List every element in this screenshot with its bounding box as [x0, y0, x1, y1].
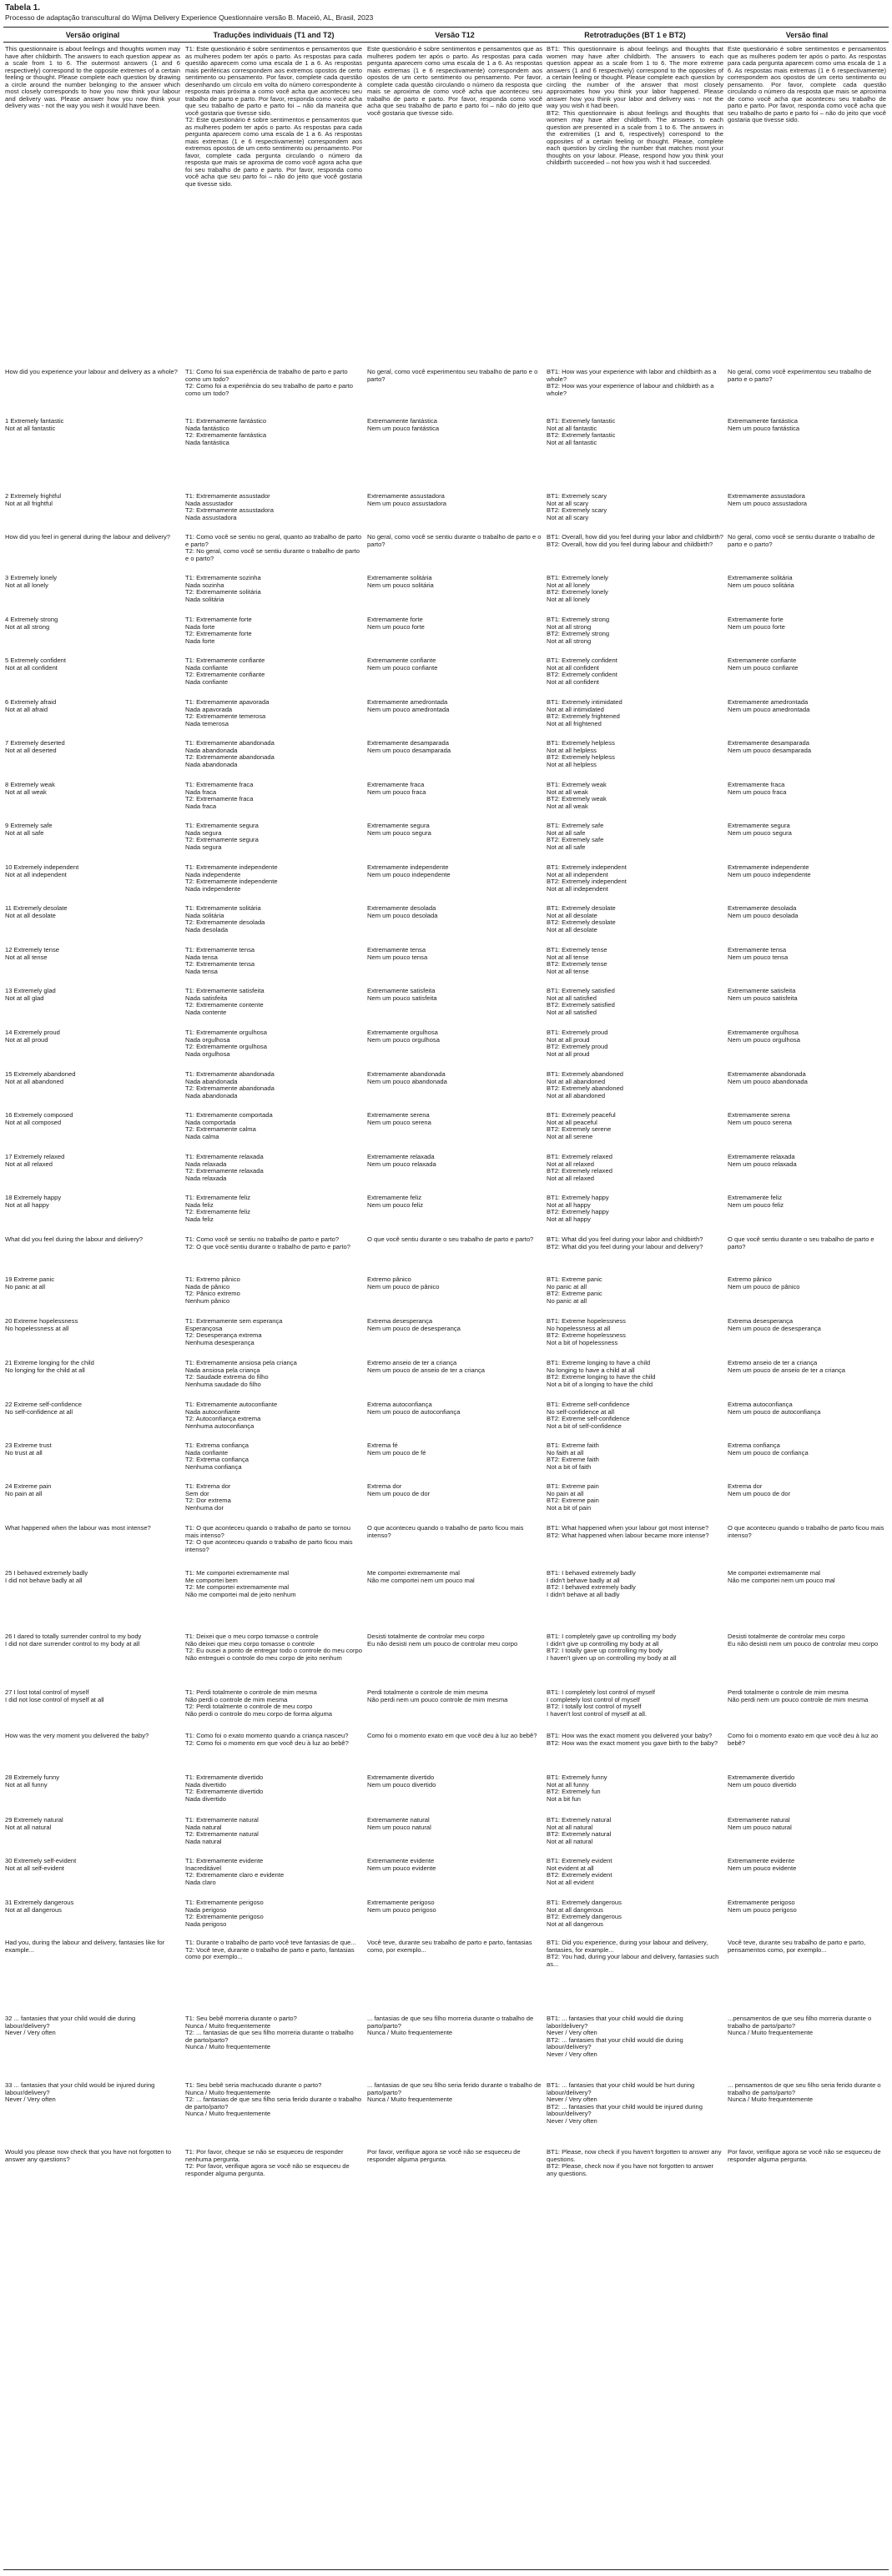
cell-final: Extremamente abandonada Nem um pouco abandonada — [728, 1070, 808, 1085]
cell-t12: Extremamente natural Nem um pouco natural — [367, 1816, 431, 1831]
cell-final: Extremamente serena Nem um pouco serena — [728, 1111, 792, 1126]
cell-final: No geral, como você se sentiu durante o trabalho de parto e o parto? — [728, 533, 877, 548]
cell-original: 6 Extremely afraid Not at all afraid — [5, 698, 57, 713]
cell-back-translations: BT1: Extremely lonely Not at all lonely BT2: Extremely lonely Not at all lonely — [547, 574, 608, 603]
cell-translations: T1: Me comportei extremamente mal Me comportei bem T2: Me comportei extremamente mal Não me comportei mal de jeito nenhum — [185, 1569, 296, 1598]
column-header-back-translations: Retrotraduções (BT 1 e BT2) — [584, 31, 686, 39]
cell-translations: T1: Extremamente comportada Nada comportada T2: Extremamente calma Nada calma — [185, 1111, 273, 1140]
cell-translations: T1: Extremamente ansiosa pela criança Nada ansiosa pela criança T2: Saudade extrema do filho Nenhuma saudade do filho — [185, 1359, 297, 1388]
cell-back-translations: BT1: Extremely tense Not at all tense BT2: Extremely tense Not at all tense — [547, 946, 607, 975]
cell-original: How did you feel in general during the labour and delivery? — [5, 533, 170, 541]
cell-back-translations: BT1: ... fantasies that your child would die during labor/delivery? Never / Very often BT2: ... fantasies that your child would die during labour/delivery? Never / Very often — [547, 2015, 683, 2058]
cell-back-translations: BT1: How was your experience with labor and childbirth as a whole? BT2: How was your experience of labour and childbirth as a whole? — [547, 368, 717, 397]
cell-original: 14 Extremely proud Not at all proud — [5, 1029, 60, 1044]
cell-original: 16 Extremely composed Not at all composed — [5, 1111, 73, 1126]
cell-original: 13 Extremely glad Not at all glad — [5, 987, 56, 1002]
cell-back-translations: BT1: Extremely scary Not at all scary BT2: Extremely scary Not at all scary — [547, 492, 607, 521]
cell-t12: Este questionário é sobre sentimentos e pensamentos que as mulheres podem ter após o parto. As respostas para cada pergunta aparecem como uma escala de 1 a 6. As respostas mais extremas (1 e 6 respectivamente) correspondem aos opostos de um certo sentimento ou pensamento. Por favor, complete cada questão circulando o número da resposta que mais se aproxima de como você acha que aconteceu seu trabalho de parto e parto. Por favor, responda como você acha que seu trabalho de parto e parto foi – não do jeito que você gostaria que tivesse sido. — [367, 45, 545, 117]
cell-original: Had you, during the labour and delivery, fantasies like for example... — [5, 1939, 167, 1954]
cell-original: This questionnaire is about feelings and thoughts women may have after childbirth. The answers to each question appear as a scale from 1 to 6. The outermost answers (1 and 6 respectively) correspond to the opposite extremes of a certain feeling or thought. Please complete each question by drawing a circle around the number belonging to the answer which most closely corresponds to how you now think your labour and delivery was. Please answer how you now think your delivery was - not the way you wish it would have been. — [5, 45, 183, 109]
cell-translations: T1: Extremamente divertido Nada divertido T2: Extremamente divertido Nada divertido — [185, 1774, 264, 1803]
cell-final: Extremamente confiante Nem um pouco confiante — [728, 657, 799, 672]
cell-t12: No geral, como você experimentou seu trabalho de parto e o parto? — [367, 368, 540, 383]
cell-back-translations: BT1: What happened when your labour got most intense? BT2: What happened when labour became more intense? — [547, 1524, 709, 1539]
cell-t12: Extremamente feliz Nem um pouco feliz — [367, 1194, 424, 1209]
cell-back-translations: BT1: I completely lost control of myself I completely lost control of myself BT2: I totally lost control of myself I haven't lost control of myself at all. — [547, 1688, 655, 1718]
cell-original: 15 Extremely abandoned Not at all abandoned — [5, 1070, 76, 1085]
cell-t12: Você teve, durante seu trabalho de parto e parto, fantasias como, por exemplo... — [367, 1939, 534, 1954]
cell-original: 29 Extremely natural Not at all natural — [5, 1816, 63, 1831]
cell-final: Extremamente desolada Nem um pouco desolada — [728, 904, 799, 919]
cell-t12: Extremo pânico Nem um pouco de pânico — [367, 1275, 440, 1291]
cell-back-translations: BT1: Extremely weak Not at all weak BT2: Extremely weak Not at all weak — [547, 781, 607, 810]
cell-back-translations: BT1: Did you experience, during your labour and delivery, fantasies, for example... BT2: You had, during your labour and delivery, fantasies such as... — [547, 1939, 719, 1968]
cell-translations: T1: Extremamente feliz Nada feliz T2: Extremamente feliz Nada feliz — [185, 1194, 251, 1223]
cell-final: Extremamente natural Nem um pouco natural — [728, 1816, 792, 1831]
cell-translations: T1: Extremamente fraca Nada fraca T2: Extremamente fraca Nada fraca — [185, 781, 254, 810]
cell-original: 22 Extreme self-confidence No self-confidence at all — [5, 1401, 83, 1416]
cell-back-translations: BT1: Extremely abandoned Not at all abandoned BT2: Extremely abandoned Not at all abandoned — [547, 1070, 624, 1099]
cell-original: 17 Extremely relaxed Not at all relaxed — [5, 1153, 65, 1168]
cell-back-translations: BT1: Extreme faith No faith at all BT2: Extreme faith Not a bit of faith — [547, 1441, 599, 1471]
cell-original: Would you please now check that you have not forgotten to answer any questions? — [5, 2148, 174, 2163]
cell-final: O que você sentiu durante o seu trabalho de parto e parto? — [728, 1235, 876, 1250]
cell-t12: Extremamente desamparada Nem um pouco desamparada — [367, 739, 451, 754]
cell-original: 26 I dared to totally surrender control to my body I did not dare surrender control to my body at all — [5, 1633, 142, 1648]
cell-original: 5 Extremely confident Not at all confident — [5, 657, 67, 672]
cell-back-translations: BT1: Extreme pain No pain at all BT2: Extreme pain Not a bit of pain — [547, 1482, 599, 1512]
cell-original: 18 Extremely happy Not at all happy — [5, 1194, 62, 1209]
cell-original: 2 Extremely frightful Not at all frightful — [5, 492, 62, 507]
cell-t12: ... fantasias de que seu filho morreria durante o trabalho de parto/parto? Nunca / Muito frequentemente — [367, 2015, 534, 2036]
cell-back-translations: BT1: I completely gave up controlling my body I didn't give up controlling my body at all BT2: I totally gave up controlling my body I haven't given up on controlling my body at all — [547, 1633, 677, 1662]
cell-translations: T1: Como você se sentiu no trabalho de parto e parto? T2: O que você sentiu durante o trabalho de parto e parto? — [185, 1235, 350, 1250]
cell-original: 32 ... fantasies that your child would die during labour/delivery? Never / Very often — [5, 2015, 136, 2036]
cell-final: Extremamente feliz Nem um pouco feliz — [728, 1194, 784, 1209]
cell-final: Extremamente relaxada Nem um pouco relaxada — [728, 1153, 797, 1168]
cell-translations: T1: Como foi o exato momento quando a criança nasceu? T2: Como foi o momento em que você deu à luz ao bebê? — [185, 1732, 349, 1747]
cell-t12: Por favor, verifique agora se você não se esqueceu de responder alguma pergunta. — [367, 2148, 522, 2163]
cell-original: 23 Extreme trust No trust at all — [5, 1441, 52, 1457]
cell-translations: T1: Extremamente forte Nada forte T2: Extremamente forte Nada forte — [185, 616, 252, 645]
cell-translations: T1: Extremamente independente Nada independente T2: Extremamente independente Nada independente — [185, 863, 278, 893]
cell-back-translations: BT1: ... fantasies that your child would be hurt during labour/delivery? Never / Very often BT2: ... fantasies that your child would be injured during labour/delivery? Never / Very often — [547, 2081, 703, 2125]
cell-final: Extremamente desamparada Nem um pouco desamparada — [728, 739, 812, 754]
cell-original: How did you experience your labour and delivery as a whole? — [5, 368, 178, 375]
cell-original: 33 ... fantasies that your child would be injured during labour/delivery? Never / Very often — [5, 2081, 155, 2103]
cell-final: Extremamente forte Nem um pouco forte — [728, 616, 785, 631]
cell-t12: Extrema fé Nem um pouco de fé — [367, 1441, 426, 1457]
cell-t12: Extrema autoconfiança Nem um pouco de autoconfiança — [367, 1401, 461, 1416]
cell-final: Extremamente satisfeita Nem um pouco satisfeita — [728, 987, 798, 1002]
cell-t12: Extremamente assustadora Nem um pouco assustadora — [367, 492, 446, 507]
cell-translations: T1: Como você se sentiu no geral, quanto ao trabalho de parto e parto? T2: No geral, como você se sentiu durante o trabalho de parto e o parto? — [185, 533, 362, 562]
cell-t12: Extremamente forte Nem um pouco forte — [367, 616, 425, 631]
cell-t12: Extremamente independente Nem um pouco independente — [367, 863, 451, 878]
cell-translations: T1: Extremamente abandonada Nada abandonada T2: Extremamente abandonada Nada abandonada — [185, 1070, 275, 1099]
cell-back-translations: BT1: Extremely natural Not at all natural BT2: Extremely natural Not at all natural — [547, 1816, 612, 1845]
cell-translations: T1: Por favor, cheque se não se esqueceu de responder nenhuma pergunta. T2: Por favor, verifique agora se você não se esqueceu de responder alguma pergunta. — [185, 2148, 350, 2177]
cell-back-translations: BT1: How was the exact moment you delivered your baby? BT2: How was the exact moment you gave birth to the baby? — [547, 1732, 718, 1747]
cell-original: 27 I lost total control of myself I did not lose control of myself at all — [5, 1688, 104, 1703]
cell-original: 20 Extreme hopelessness No hopelessness at all — [5, 1317, 78, 1332]
cell-t12: Extremamente perigoso Nem um pouco perigoso — [367, 1899, 436, 1914]
cell-final: Extremamente amedrontada Nem um pouco amedrontada — [728, 698, 810, 713]
top-rule — [3, 27, 889, 28]
cell-back-translations: BT1: Extremely safe Not at all safe BT2: Extremely safe Not at all safe — [547, 822, 604, 851]
cell-original: 4 Extremely strong Not at all strong — [5, 616, 58, 631]
cell-original: 12 Extremely tense Not at all tense — [5, 946, 59, 961]
cell-final: No geral, como você experimentou seu trabalho de parto e o parto? — [728, 368, 874, 383]
cell-t12: Extremamente satisfeita Nem um pouco satisfeita — [367, 987, 437, 1002]
cell-t12: O que aconteceu quando o trabalho de parto ficou mais intenso? — [367, 1524, 526, 1539]
cell-final: Me comportei extremamente mal Não me comportei nem um pouco mal — [728, 1569, 835, 1584]
cell-t12: Extremamente tensa Nem um pouco tensa — [367, 946, 428, 961]
cell-t12: Extremamente abandonada Nem um pouco abandonada — [367, 1070, 447, 1085]
cell-final: O que aconteceu quando o trabalho de parto ficou mais intenso? — [728, 1524, 886, 1539]
column-header-final: Versão final — [785, 31, 829, 39]
cell-translations: T1: Extremamente sozinha Nada sozinha T2: Extremamente solitária Nada solitária — [185, 574, 261, 603]
cell-back-translations: BT1: Extremely intimidated Not at all intimidated BT2: Extremely frightened Not at all frightened — [547, 698, 622, 727]
cell-translations: T1: O que aconteceu quando o trabalho de parto se tornou mais intenso? T2: O que aconteceu quando o trabalho de parto ficou mais intenso? — [185, 1524, 353, 1553]
cell-translations: T1: Deixei que o meu corpo tomasse o controle Não deixei que meu corpo tomasse o controle T2: Eu ousei a ponto de entregar todo o controle do meu corpo Não entreguei o controle do meu corpo de jeito nenhum — [185, 1633, 362, 1662]
cell-translations: T1: Como foi sua experiência de trabalho de parto e parto como um todo? T2: Como foi a experiência do seu trabalho de parto e parto como um todo? — [185, 368, 353, 397]
cell-translations: T1: Extremamente perigoso Nada perigoso T2: Extremamente perigoso Nada perigoso — [185, 1899, 264, 1928]
cell-back-translations: BT1: I behaved extremely badly I didn't behave badly at all BT2: I behaved extremely badly I didn't behave at all badly — [547, 1569, 636, 1598]
cell-translations: T1: Extremamente segura Nada segura T2: Extremamente segura Nada segura — [185, 822, 259, 851]
cell-translations: T1: Extremamente abandonada Nada abandonada T2: Extremamente abandonada Nada abandonada — [185, 739, 275, 768]
header-rule — [3, 42, 889, 43]
bottom-rule — [3, 2569, 889, 2570]
cell-final: Desisti totalmente de controlar meu corpo Eu não desisti nem um pouco de controlar meu corpo — [728, 1633, 879, 1648]
cell-back-translations: BT1: Extremely relaxed Not at all relaxed BT2: Extremely relaxed Not at all relaxed — [547, 1153, 612, 1182]
cell-back-translations: BT1: Extremely proud Not at all proud BT2: Extremely proud Not at all proud — [547, 1029, 608, 1058]
cell-original: 30 Extremely self-evident Not at all self-evident — [5, 1857, 77, 1872]
cell-final: Extremamente fantástica Nem um pouco fantástica — [728, 417, 800, 432]
cell-final: Extremo pânico Nem um pouco de pânico — [728, 1275, 800, 1291]
column-header-translations: Traduções individuais (T1 and T2) — [213, 31, 335, 39]
cell-t12: Extremamente relaxada Nem um pouco relaxada — [367, 1153, 436, 1168]
cell-translations: T1: Extrema dor Sem dor T2: Dor extrema Nenhuma dor — [185, 1482, 231, 1512]
cell-translations: T1: Extremamente natural Nada natural T2: Extremamente natural Nada natural — [185, 1816, 259, 1845]
cell-back-translations: BT1: Extremely strong Not at all strong BT2: Extremely strong Not at all strong — [547, 616, 610, 645]
cell-t12: Extremamente fantástica Nem um pouco fantástica — [367, 417, 440, 432]
cell-final: ... pensamentos de que seu filho seria ferido durante o trabalho de parto/parto? Nunca / Muito frequentemente — [728, 2081, 881, 2103]
cell-translations: T1: Extremamente confiante Nada confiante T2: Extremamente confiante Nada confiante — [185, 657, 265, 686]
cell-back-translations: BT1: Extremely satisfied Not at all satisfied BT2: Extremely satisfied Not at all satisfied — [547, 987, 615, 1016]
cell-t12: Extremamente fraca Nem um pouco fraca — [367, 781, 426, 796]
cell-translations: T1: Extremo pânico Nada de pânico T2: Pânico extremo Nenhum pânico — [185, 1275, 240, 1305]
cell-back-translations: BT1: Extremely peaceful Not at all peaceful BT2: Extremely serene Not at all serene — [547, 1111, 616, 1140]
cell-translations: T1: Extrema confiança Nada confiante T2: Extrema confiança Nenhuma confiança — [185, 1441, 249, 1471]
cell-final: Extremamente assustadora Nem um pouco assustadora — [728, 492, 807, 507]
cell-t12: Desisti totalmente de controlar meu corpo Eu não desisti nem um pouco de controlar meu corpo — [367, 1633, 518, 1648]
cell-original: What did you feel during the labour and delivery? — [5, 1235, 144, 1243]
column-header-original: Versão original — [65, 31, 120, 39]
cell-back-translations: BT1: Extremely confident Not at all confident BT2: Extremely confident Not at all confident — [547, 657, 617, 686]
cell-final: Extremamente solitária Nem um pouco solitária — [728, 574, 794, 589]
cell-back-translations: BT1: Extremely helpless Not at all helpless BT2: Extremely helpless Not at all helpless — [547, 739, 615, 768]
cell-final: Como foi o momento exato em que você deu à luz ao bebê? — [728, 1732, 880, 1747]
cell-final: Extrema autoconfiança Nem um pouco de autoconfiança — [728, 1401, 821, 1416]
cell-translations: T1: Extremamente satisfeita Nada satisfeita T2: Extremamente contente Nada contente — [185, 987, 265, 1016]
cell-back-translations: BT1: Extreme panic No panic at all BT2: Extreme panic No panic at all — [547, 1275, 602, 1305]
cell-original: 11 Extremely desolate Not at all desolate — [5, 904, 68, 919]
cell-t12: Perdi totalmente o controle de mim mesma Não perdi nem um pouco controle de mim mesma — [367, 1688, 508, 1703]
cell-t12: Extrema desesperança Nem um pouco de desesperança — [367, 1317, 461, 1332]
cell-original: 3 Extremely lonely Not at all lonely — [5, 574, 58, 589]
cell-translations: T1: Extremamente solitária Nada solitária T2: Extremamente desolada Nada desolada — [185, 904, 265, 933]
cell-translations: T1: Extremamente autoconfiante Nada autoconfiante T2: Autoconfiança extrema Nenhuma autoconfiança — [185, 1401, 278, 1430]
cell-t12: Extremamente confiante Nem um pouco confiante — [367, 657, 438, 672]
cell-translations: T1: Durante o trabalho de parto você teve fantasias de que... T2: Você teve, durante o trabalho de parto e parto, fantasias como por exemplo... — [185, 1939, 356, 1960]
cell-original: 7 Extremely deserted Not at all deserted — [5, 739, 65, 754]
cell-final: ...pensamentos de que seu filho morreria durante o trabalho de parto/parto? Nunca / Muito frequentemente — [728, 2015, 872, 2036]
cell-final: Extrema confiança Nem um pouco de confiança — [728, 1441, 809, 1457]
cell-final: Perdi totalmente o controle de mim mesma Não perdi nem um pouco controle de mim mesma — [728, 1688, 869, 1703]
cell-original: 1 Extremely fantastic Not at all fantastic — [5, 417, 64, 432]
cell-original: 31 Extremely dangerous Not at all dangerous — [5, 1899, 74, 1914]
cell-back-translations: BT1: Overall, how did you feel during your labor and childbirth? BT2: Overall, how did you feel during labour and childbirth? — [547, 533, 723, 548]
cell-final: Extremamente independente Nem um pouco independente — [728, 863, 811, 878]
cell-original: 10 Extremely independent Not at all independent — [5, 863, 79, 878]
cell-original: What happened when the labour was most intense? — [5, 1524, 151, 1532]
cell-translations: T1: Seu bebê morreria durante o parto? Nunca / Muito frequentemente T2: ... fantasias de que seu filho morreria durante o trabalho de parto/parto? Nunca / Muito frequentemente — [185, 2015, 354, 2050]
cell-original: 24 Extreme pain No pain at all — [5, 1482, 52, 1497]
cell-t12: Me comportei extremamente mal Não me comportei nem um pouco mal — [367, 1569, 475, 1584]
cell-back-translations: BT1: Extremely independent Not at all independent BT2: Extremely independent Not at all independent — [547, 863, 627, 893]
cell-original: How was the very moment you delivered the baby? — [5, 1732, 149, 1739]
cell-final: Este questionário é sobre sentimentos e pensamentos que as mulheres podem ter após o parto. As respostas para cada pergunta aparecem como uma escala de 1 a 6. As respostas mais extremas (1 e 6 respectivamente) correspondem aos opostos de um certo sentimento ou pensamento. Por favor, complete cada questão circulando o número da resposta que mais se aproxima de como você acha que aconteceu seu trabalho de parto e parto. Por favor, responda como você acha que seu trabalho de parto e parto foi – não do jeito que você gostaria que tivesse sido. — [728, 45, 889, 123]
cell-t12: Extremamente solitária Nem um pouco solitária — [367, 574, 434, 589]
cell-translations: T1: Perdi totalmente o controle de mim mesma Não perdi o controle de mim mesma T2: Perdi totalmente o controle de meu corpo Não perdi o controle do meu corpo de forma alguma — [185, 1688, 333, 1718]
cell-final: Extremamente segura Nem um pouco segura — [728, 822, 792, 837]
cell-final: Extremamente orgulhosa Nem um pouco orgulhosa — [728, 1029, 800, 1044]
cell-final: Extremamente perigoso Nem um pouco perigoso — [728, 1899, 797, 1914]
cell-final: Extrema desesperança Nem um pouco de desesperança — [728, 1317, 821, 1332]
cell-t12: Extremamente amedrontada Nem um pouco amedrontada — [367, 698, 450, 713]
cell-t12: ... fantasias de que seu filho seria ferido durante o trabalho de parto/parto? Nunca / Muito frequentemente — [367, 2081, 542, 2103]
cell-t12: Como foi o momento exato em que você deu à luz ao bebê? — [367, 1732, 537, 1739]
cell-final: Extrema dor Nem um pouco de dor — [728, 1482, 791, 1497]
cell-final: Extremo anseio de ter a criança Nem um pouco de anseio de ter a criança — [728, 1359, 845, 1374]
cell-back-translations: BT1: Extremely funny Not at all funny BT2: Extremely fun Not a bit fun — [547, 1774, 607, 1803]
cell-t12: Extremamente serena Nem um pouco serena — [367, 1111, 431, 1126]
cell-back-translations: BT1: Extreme longing to have a child No longing to have a child at all BT2: Extreme longing to have the child Not a bit of a longing to have the child — [547, 1359, 656, 1388]
cell-final: Você teve, durante seu trabalho de parto e parto, pensamentos como, por exemplo... — [728, 1939, 868, 1954]
cell-back-translations: BT1: This questionnaire is about feelings and thoughts that women may have after childbirth. The answers to each question appear as a scale from 1 to 6. The more extreme answers (1 and 6 respectively) correspond to the opposites of a certain feeling or thought. Please complete each question by circling the number of the answer that most closely approximates how you think your labor happened. Please answer how you think your labor and delivery was - not the way you wish it had been. BT2: This questionnaire is about feelings and thoughts that women may have after childbirth. The answers to each question are presented in a scale from 1 to 6. The answers in the extremities (1 and 6, respectively) correspond to the opposites of a certain feeling or thought. Please, complete each question by circling the number that matches most your thoughts on your labour. Please, respond how you think your childbirth succeeded – not how you wish it had succeeded. — [547, 45, 723, 166]
column-header-t12: Versão T12 — [435, 31, 475, 39]
cell-final: Por favor, verifique agora se você não se esqueceu de responder alguma pergunta. — [728, 2148, 883, 2163]
cell-t12: Extremamente divertido Nem um pouco divertido — [367, 1774, 436, 1789]
cell-back-translations: BT1: Extremely fantastic Not at all fantastic BT2: Extremely fantastic Not at all fantastic — [547, 417, 616, 446]
cell-back-translations: BT1: Please, now check if you haven't forgotten to answer any questions. BT2: Please, check now if you have not forgotten to answer any questions. — [547, 2148, 722, 2177]
cell-original: 9 Extremely safe Not at all safe — [5, 822, 53, 837]
cell-back-translations: BT1: Extremely evident Not evident at all BT2: Extremely evident Not at all evident — [547, 1857, 612, 1886]
cell-translations: T1: Extremamente relaxada Nada relaxada T2: Extremamente relaxada Nada relaxada — [185, 1153, 264, 1182]
cell-back-translations: BT1: Extremely happy Not at all happy BT2: Extremely happy Not at all happy — [547, 1194, 609, 1223]
cell-t12: Extremo anseio de ter a criança Nem um pouco de anseio de ter a criança — [367, 1359, 485, 1374]
cell-translations: T1: Seu bebê seria machucado durante o parto? Nunca / Muito frequentemente T2: ... fantasias de que seu filho seria ferido durante o trabalho de parto/parto? Nunca / Muito frequentemente — [185, 2081, 362, 2117]
cell-original: 28 Extremely funny Not at all funny — [5, 1774, 59, 1789]
cell-translations: T1: Extremamente sem esperança Esperançosa T2: Desesperança extrema Nenhuma desesperança — [185, 1317, 283, 1346]
cell-back-translations: BT1: Extremely dangerous Not at all dangerous BT2: Extremely dangerous Not at all dangerous — [547, 1899, 622, 1928]
cell-translations: T1: Extremamente tensa Nada tensa T2: Extremamente tensa Nada tensa — [185, 946, 255, 975]
cell-original: 25 I behaved extremely badly I did not behave badly at all — [5, 1569, 88, 1584]
table-subtitle: Processo de adaptação transcultural do Wijma Delivery Experience Questionnaire versão B. Maceió, AL, Brasil, 2023 — [5, 13, 374, 22]
cell-t12: Extremamente desolada Nem um pouco desolada — [367, 904, 438, 919]
cell-t12: O que você sentiu durante o seu trabalho de parto e parto? — [367, 1235, 534, 1243]
cell-back-translations: BT1: What did you feel during your labor and childbirth? BT2: What did you feel during your labour and delivery? — [547, 1235, 703, 1250]
cell-translations: T1: Este questionário é sobre sentimentos e pensamentos que as mulheres podem ter após o parto. As respostas para cada questão aparecem como uma escala de 1 a 6. As respostas mais periféricas correspondem aos extremos opostos de certo sentimento ou pensamento. Por favor, complete cada questão desenhando um círculo em volta do número correspondente à resposta mais próxima a como você acha que aconteceu seu trabalho de parto e parto. Por favor, responda como você acha que seu trabalho de parto e parto foi – não da maneira que você gostaria que tivesse sido. T2: Este questionário é sobre sentimentos e pensamentos que as mulheres podem ter após o parto. As respostas para cada pergunta aparecem como uma escala de 1 a 6. As respostas mais extremas (1 e 6 respectivamente) correspondem aos extremos opostos de um certo sentimento ou pensamento. Por favor, complete cada pergunta circulando o número da resposta que mais se aproxima de como você agora acha que foi seu trabalho de parto e parto. Por favor, responda como você acha que seu parto foi – não do jeito que você gostaria que tivesse sido. — [185, 45, 362, 188]
cell-translations: T1: Extremamente fantástico Nada fantástico T2: Extremamente fantástica Nada fantástica — [185, 417, 267, 446]
cell-translations: T1: Extremamente apavorada Nada apavorada T2: Extremamente temerosa Nada temerosa — [185, 698, 270, 727]
cell-t12: Extremamente evidente Nem um pouco evidente — [367, 1857, 436, 1872]
cell-original: 21 Extreme longing for the child No longing for the child at all — [5, 1359, 94, 1374]
cell-back-translations: BT1: Extreme hopelessness No hopelessness at all BT2: Extreme hopelessness Not a bit of hopelessness — [547, 1317, 626, 1346]
table-title: Tabela 1. — [5, 3, 41, 13]
cell-final: Extremamente fraca Nem um pouco fraca — [728, 781, 787, 796]
cell-back-translations: BT1: Extreme self-confidence No self-confidence at all BT2: Extreme self-confidence Not a bit of self-confidence — [547, 1401, 630, 1430]
cell-t12: Extremamente orgulhosa Nem um pouco orgulhosa — [367, 1029, 440, 1044]
cell-final: Extremamente evidente Nem um pouco evidente — [728, 1857, 797, 1872]
cell-original: 8 Extremely weak Not at all weak — [5, 781, 55, 796]
cell-translations: T1: Extremamente orgulhosa Nada orgulhosa T2: Extremamente orgulhosa Nada orgulhosa — [185, 1029, 267, 1058]
cell-t12: Extremamente segura Nem um pouco segura — [367, 822, 431, 837]
cell-back-translations: BT1: Extremely desolate Not at all desolate BT2: Extremely desolate Not at all desolate — [547, 904, 616, 933]
cell-t12: Extrema dor Nem um pouco de dor — [367, 1482, 431, 1497]
cell-translations: T1: Extremamente evidente Inacreditável T2: Extremamente claro e evidente Nada claro — [185, 1857, 285, 1886]
cell-final: Extremamente tensa Nem um pouco tensa — [728, 946, 789, 961]
cell-translations: T1: Extremamente assustador Nada assustador T2: Extremamente assustadora Nada assustadora — [185, 492, 274, 521]
cell-original: 19 Extreme panic No panic at all — [5, 1275, 55, 1291]
cell-final: Extremamente divertido Nem um pouco divertido — [728, 1774, 797, 1789]
cell-t12: No geral, como você se sentiu durante o trabalho de parto e o parto? — [367, 533, 543, 548]
